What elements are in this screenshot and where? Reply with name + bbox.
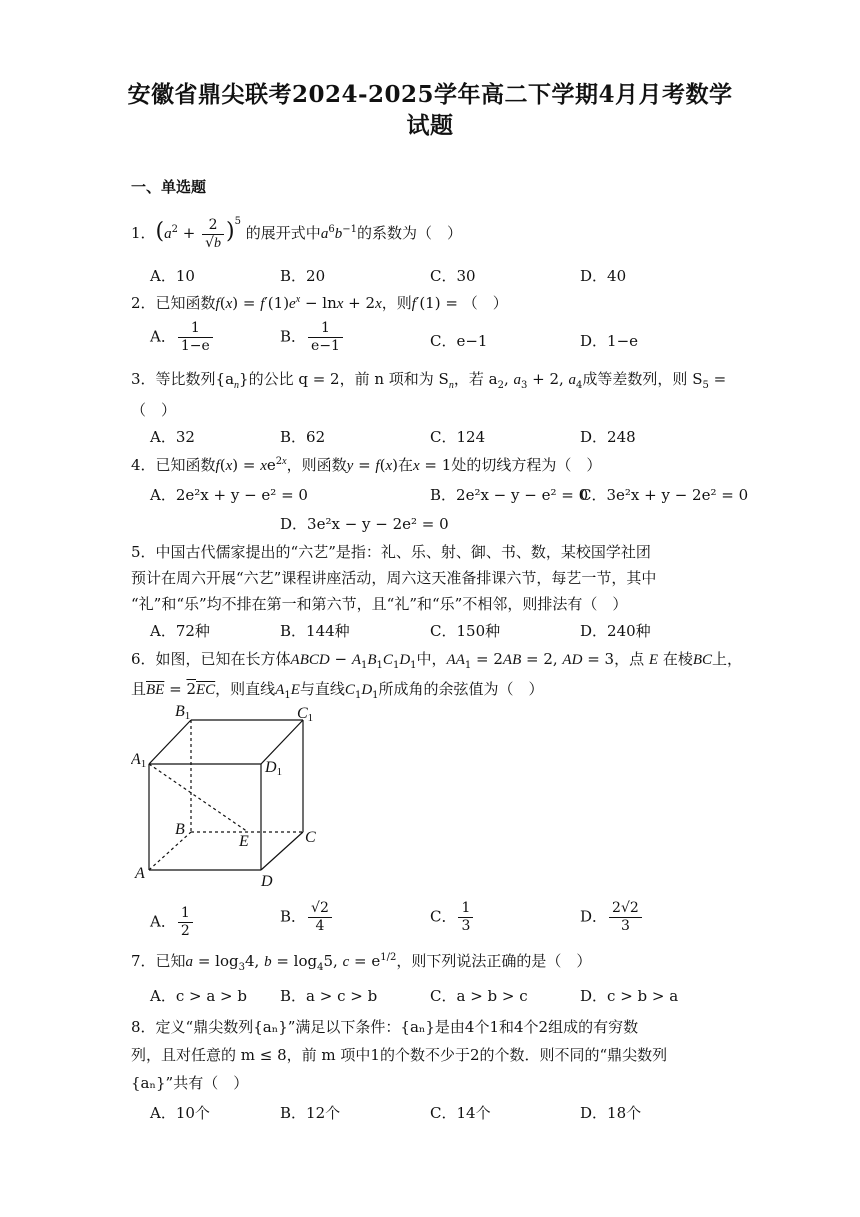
q6-a-numerator: 1 — [178, 905, 193, 923]
label-B1: B1 — [175, 703, 191, 722]
question-4: 4．已知函数$f(x) = xe^{2x}$，则函数y = f(x)在x = 1处的切线方程为（ ） — [131, 456, 602, 474]
q4-text2: ，则函数 — [286, 456, 347, 474]
q3-option-c[interactable]: C．124 — [430, 428, 486, 446]
q2-a-denominator: 1−e — [180, 338, 210, 354]
q8-option-d[interactable]: D．18个 — [580, 1104, 642, 1122]
label-B: B — [175, 821, 185, 838]
q6-a-denominator: 2 — [180, 923, 190, 939]
q6-line1a: 6．如图，已知在长方体 — [131, 650, 291, 668]
question-5-line1: 5．中国古代儒家提出的“六艺”是指：礼、乐、射、御、书、数，某校国学社团 — [131, 543, 651, 561]
q6-line2b: ，则直线 — [215, 680, 276, 698]
q6-option-d[interactable] — [580, 900, 644, 935]
q2-a-numerator: 1 — [178, 320, 213, 338]
label-C: C — [305, 829, 316, 846]
q2-option-b-label: B． — [280, 327, 307, 346]
question-1-text: 的展开式中 — [245, 224, 321, 242]
question-2-text: 2．已知函数 — [131, 294, 216, 312]
section-heading: 一、单选题 — [131, 178, 207, 196]
q8-option-b[interactable]: B．12个 — [280, 1104, 341, 1122]
q6-option-d-label: D． — [580, 907, 608, 926]
q4-text3: 在 — [397, 456, 413, 474]
question-7: 7．已知$a = \log_34$, $b = \log_45$, $c = e^{1/2}$，则下列说法正确的是（ ） — [131, 952, 592, 973]
question-2: 2．已知函数$f(x) = f'(1)e^x - \ln x + 2x$，则f′(1) = （ ） — [131, 294, 508, 312]
q6-line2a: 且 — [131, 680, 147, 698]
q3-option-b[interactable]: B．62 — [280, 428, 326, 446]
q6-c-numerator: 1 — [458, 900, 473, 918]
q3-text5: = — [708, 370, 727, 388]
q3-option-d[interactable]: D．248 — [580, 428, 636, 446]
q1-option-a[interactable]: A．10 — [150, 267, 195, 285]
q5-option-b[interactable]: B．144种 — [280, 622, 350, 640]
question-8-line3: {aₙ}”共有（ ） — [131, 1074, 249, 1092]
q3-text2: }的公比 q = 2，前 n 项和为 S — [239, 370, 449, 388]
label-D1: D1 — [265, 759, 283, 778]
q5-option-d[interactable]: D．240种 — [580, 622, 651, 640]
question-1: 1．($a^2$ + $\frac{2}{√b}$ )$^5$ 的展开式中$a^6b^{-1}$的系数为（ ） — [131, 216, 462, 251]
q6-line1c: ，点 — [614, 650, 645, 668]
q7-option-a[interactable]: A．c > a > b — [150, 987, 247, 1005]
q7-text2: ，则下列说法正确的是（ ） — [396, 952, 592, 970]
q2-option-b[interactable] — [280, 320, 345, 355]
question-8-line1: 8．定义“鼎尖数列{aₙ}”满足以下条件：{aₙ}是由4个1和4个2组成的有穷数 — [131, 1018, 639, 1036]
q2-b-numerator: 1 — [308, 320, 343, 338]
q6-line2d: 所成角的余弦值为（ ） — [378, 680, 544, 698]
q8-option-c[interactable]: C．14个 — [430, 1104, 491, 1122]
q3-option-a[interactable]: A．32 — [150, 428, 195, 446]
question-5-line2: 预计在周六开展“六艺”课程讲座活动，周六这天准备排课六节，每艺一节，其中 — [131, 569, 657, 587]
q6-option-a-label: A． — [150, 912, 176, 931]
q3-text3: ，若 a — [453, 370, 498, 388]
q6-option-c-label: C． — [430, 907, 457, 926]
label-A: A — [135, 865, 145, 882]
q6-d-denominator: 3 — [620, 918, 630, 934]
q3-text: 3．等比数列{a — [131, 370, 235, 388]
question-6-line2: 且$\overline{BE} = 2EC$，则直线$A_1E$与直线$C_1D_1$所成角的余弦值为（ ） — [131, 680, 544, 701]
question-3: 3．等比数列$\{a_n\}$的公比 q = 2，前 n 项和为 $S_n$，若 $a_2$, $a_3 + 2$, $a_4$成等差数列，则 $S_5$ = — [131, 370, 727, 391]
question-5-line3: “礼”和“乐”均不排在第一和第六节，且“礼”和“乐”不相邻，则排法有（ ） — [131, 595, 628, 613]
q6-option-b-label: B． — [280, 907, 307, 926]
question-2-text2: ，则 — [381, 294, 412, 312]
q6-option-b[interactable] — [280, 900, 334, 935]
question-3-line2: （ ） — [131, 401, 177, 419]
q7-text: 7．已知 — [131, 952, 186, 970]
q2-option-d[interactable]: D．1−e — [580, 332, 639, 350]
label-E: E — [239, 833, 249, 850]
q1-expression: ( — [155, 219, 165, 244]
q2-option-a-label: A． — [150, 327, 176, 346]
q3-text4: 成等差数列，则 S — [582, 370, 703, 388]
q7-option-c[interactable]: C．a > b > c — [430, 987, 528, 1005]
q7-option-d[interactable]: D．c > b > a — [580, 987, 679, 1005]
q4-option-d[interactable]: D．3e²x − y − 2e² = 0 — [280, 515, 449, 533]
q4-text4: 处的切线方程为（ ） — [451, 456, 602, 474]
q6-b-numerator: √2 — [308, 900, 332, 918]
q6-line1d: 在棱 — [662, 650, 693, 668]
q6-option-a[interactable] — [150, 905, 195, 940]
q1-option-d[interactable]: D．40 — [580, 267, 627, 285]
q2-option-a[interactable] — [150, 320, 215, 355]
q7-option-b[interactable]: B．a > c > b — [280, 987, 378, 1005]
q6-option-c[interactable] — [430, 900, 475, 935]
q8-option-a[interactable]: A．10个 — [150, 1104, 210, 1122]
q4-option-a[interactable]: A．2e²x + y − e² = 0 — [150, 486, 308, 504]
question-1-text2: 的系数为（ ） — [356, 224, 462, 242]
q4-option-b[interactable]: B．2e²x − y − e² = 0 — [430, 486, 589, 504]
q1-option-c[interactable]: C．30 — [430, 267, 476, 285]
q1-option-b[interactable]: B．20 — [280, 267, 326, 285]
document-title-line2: 试题 — [406, 112, 454, 139]
cuboid-figure — [131, 700, 331, 890]
question-6-line1: 6．如图，已知在长方体ABCD − $A_1B_1C_1D_1$中，$AA_1 = 2AB = 2$, AD = 3，点 E 在棱BC上， — [131, 650, 743, 671]
q6-line2c: 与直线 — [299, 680, 345, 698]
q6-b-denominator: 4 — [315, 918, 325, 934]
q1-fraction: $\frac{2}{√b}$ — [202, 217, 224, 252]
q5-option-a[interactable]: A．72种 — [150, 622, 210, 640]
q2-option-c[interactable]: C．e−1 — [430, 332, 488, 350]
document-title-line1: 安徽省鼎尖联考2024-2025学年高二下学期4月月考数学 — [127, 81, 733, 108]
q6-line1e: 上， — [712, 650, 743, 668]
label-C1: C1 — [297, 705, 314, 724]
q5-option-c[interactable]: C．150种 — [430, 622, 501, 640]
question-1-number: 1． — [131, 224, 156, 242]
question-2-text3: （ ） — [462, 294, 508, 312]
label-A1: A1 — [131, 751, 147, 770]
q6-line1b: 中， — [416, 650, 447, 668]
question-8-line2: 列，且对任意的 m ≤ 8，前 m 项中1的个数不少于2的个数．则不同的“鼎尖数列 — [131, 1046, 668, 1064]
q2-b-denominator: e−1 — [311, 338, 340, 354]
label-D: D — [261, 873, 273, 890]
q4-text: 4．已知函数 — [131, 456, 216, 474]
q6-c-denominator: 3 — [461, 918, 471, 934]
q4-option-c[interactable]: C．3e²x + y − 2e² = 0 — [580, 486, 749, 504]
q6-d-numerator: 2√2 — [609, 900, 642, 918]
